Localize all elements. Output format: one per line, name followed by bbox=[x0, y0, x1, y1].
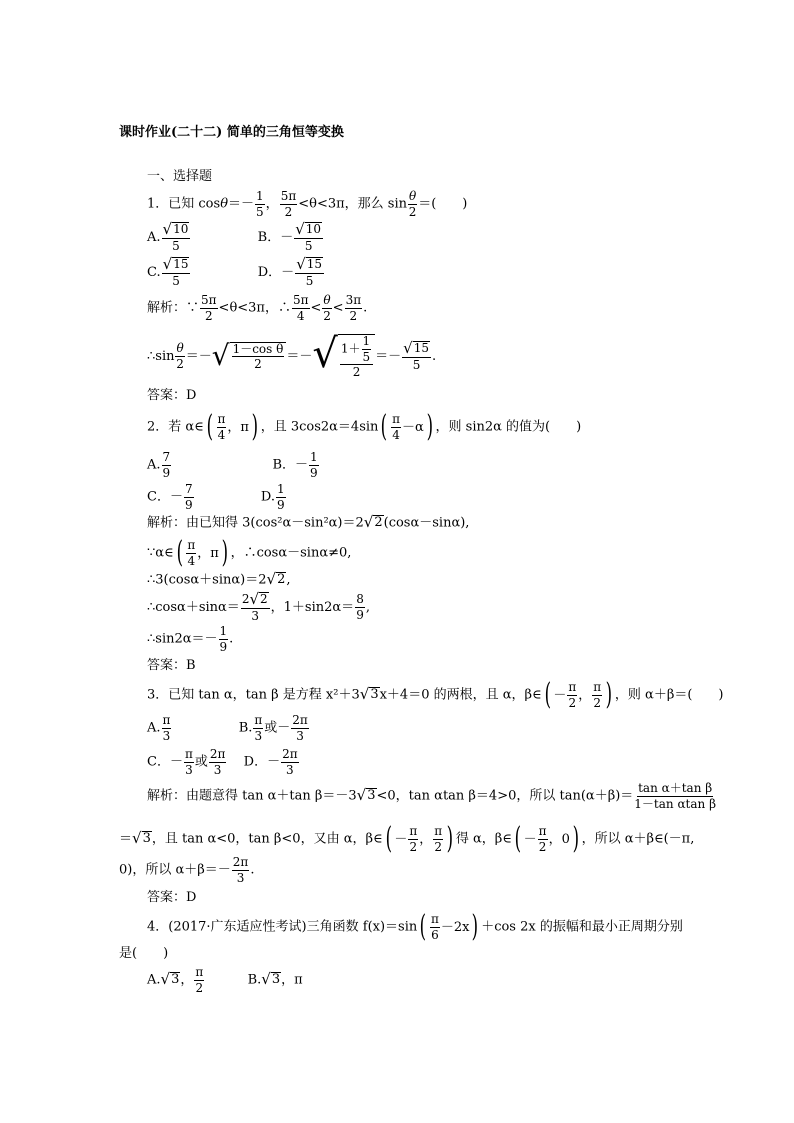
q2-solution-line-3: ∴3(cosα＋sinα)＝2 √ 2 , bbox=[147, 570, 291, 588]
q2-solution-line-1: 解析：由已知得 3(cos²α－sin²α)＝2 √ 2 (cosα－sinα), bbox=[147, 513, 470, 531]
q1-option-b: B．－ bbox=[257, 229, 294, 245]
q1-solution-line-2: ∴sin $\frac{\theta}{2}$ ＝－ √ $\frac{\text{1－cos θ}}{2}$ ＝－ √ 1＋ $\frac{1}{5}$ 2 ＝－ √ 15 5 . bbox=[147, 331, 437, 380]
question-4-stem: 4．(2017·广东适应性考试)三角函数 f(x)＝sin ( π 6 －2x ) ＋cos 2x 的振幅和最小正周期分别 bbox=[147, 909, 683, 944]
q2-options-ab: A. $\frac{7}{9}$ B．－ $\frac{1}{9}$ bbox=[147, 450, 318, 480]
q3-options-ab: A. $\frac{\pi}{3}$ B. $\frac{\pi}{3}$ 或－ $\frac{2\pi}{3}$ bbox=[147, 713, 308, 743]
question-3-stem: 3．已知 tan α，tan β 是方程 x²＋3 √ 3 x＋4＝0 的两根，且 α，β∈ ( － π 2 ， π 2 ) ，则 α＋β＝( ) bbox=[147, 677, 724, 712]
q3-solution-line-1: 解析：由题意得 tan α＋tan β＝－3 √ 3 <0，tan αtan β＝4>0，所以 tan(α＋β)＝ $\frac{\text{tan α＋tan β}}{\text{1－tan αtan β}}$ bbox=[147, 781, 717, 811]
q4-option-a: A. bbox=[147, 972, 161, 988]
q2-solution-line-5: ∴sin2α＝－ $\frac{1}{9}$ . bbox=[147, 624, 234, 654]
q1-option-d: D．－ bbox=[257, 264, 295, 280]
q1-option-c: C. bbox=[147, 264, 161, 280]
q2-option-c: C．－ bbox=[147, 489, 183, 505]
q3-options-cd: C．－ $\frac{\pi}{3}$ 或 $\frac{2\pi}{3}$ D．－ $\frac{2\pi}{3}$ bbox=[147, 747, 298, 777]
page-title: 课时作业(二十二) 简单的三角恒等变换 bbox=[119, 125, 344, 140]
q2-solution-line-2: ∵α∈ ( π 4 ，π ) ，∴cosα－sinα≠0, bbox=[147, 535, 352, 570]
question-2-stem: 2．若 α∈ ( π 4 ，π ) ，且 3cos2α＝4sin ( π 4 －α ) ，则 sin2α 的值为( ) bbox=[147, 409, 582, 444]
q3-option-c: C．－ bbox=[147, 754, 183, 770]
q4-options-ab: A. √ 3 ， $\frac{\pi}{2}$ B. √ 3 ，π bbox=[147, 965, 303, 995]
q1-solution-line-1: 解析：∵ $\frac{5\pi}{2}$ <θ<3π，∴ $\frac{5\pi}{4}$ < $\frac{\theta}{2}$ < $\frac{3\pi}{2}$ . bbox=[147, 293, 368, 323]
q2-answer: 答案：B bbox=[147, 658, 196, 673]
question-4-stem-cont: 是( ) bbox=[119, 946, 169, 961]
q1-option-a: A. bbox=[147, 229, 161, 245]
q2-solution-line-4: ∴cosα＋sinα＝ 2 √ 2 3 ，1＋sin2α＝ $\frac{8}{9}$ , bbox=[147, 590, 370, 623]
q3-option-a: A. bbox=[147, 720, 161, 736]
q2-option-a: A. bbox=[147, 457, 161, 473]
q1-options-ab: A. √ 10 5 B．－ √ 10 5 bbox=[147, 220, 322, 253]
q3-solution-line-3: 0)，所以 α＋β＝－ $\frac{2\pi}{3}$ . bbox=[119, 855, 255, 885]
q2-options-cd: C．－ $\frac{7}{9}$ D. $\frac{1}{9}$ bbox=[147, 482, 285, 512]
q4-option-b: B. bbox=[247, 972, 262, 988]
question-1-stem: 1．已知 cosθ＝－ $\frac{1}{5}$ ， $\frac{5\pi}{2}$ <θ<3π，那么 sin $\frac{\theta}{2}$ ＝( ) bbox=[147, 189, 468, 219]
section-heading: 一、选择题 bbox=[147, 169, 213, 184]
q2-option-b: B．－ bbox=[272, 457, 309, 473]
q2-option-d: D. bbox=[260, 489, 275, 505]
q1-options-cd: C. √ 15 5 D．－ √ 15 5 bbox=[147, 255, 323, 288]
q1-answer: 答案：D bbox=[147, 388, 197, 403]
q3-solution-line-2: ＝ √ 3 ，且 tan α<0，tan β<0，又由 α，β∈ ( － π 2 ， π 2 ) 得 α，β∈ ( － π 2 ，0 ) ，所以 α＋β∈(－π, bbox=[119, 821, 695, 856]
q3-option-b: B. bbox=[238, 720, 253, 736]
q3-answer: 答案：D bbox=[147, 890, 197, 905]
q3-option-d: D．－ bbox=[243, 754, 281, 770]
